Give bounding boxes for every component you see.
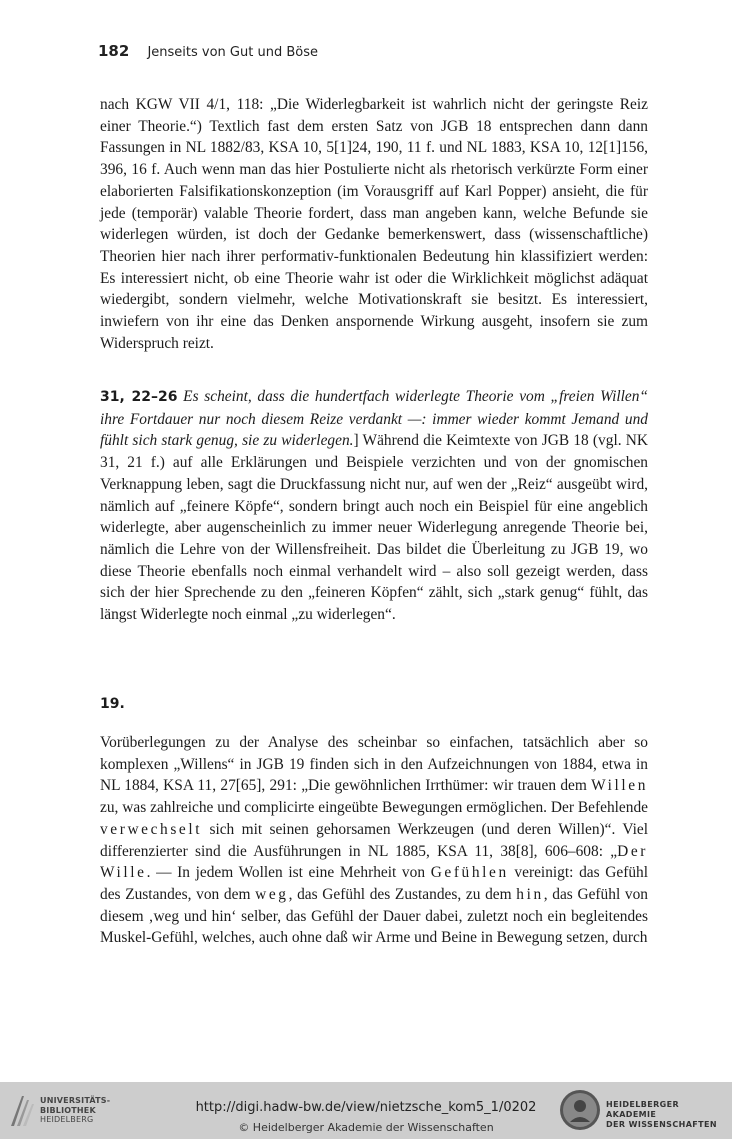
text-run: , das Gefühl des Zustandes, zu dem <box>288 885 517 903</box>
spaced-word: Der Wille <box>100 842 648 882</box>
library-line: HEIDELBERG <box>40 1115 94 1124</box>
text-run: sich mit seinen gehorsamen Werkzeugen (und deren Willen)“. Viel differenzierter sind die Ausführungen in NL 1885, KSA 11, 38[8], 606–608: „ <box>100 820 648 860</box>
academy-line: DER WISSENSCHAFTEN <box>606 1120 717 1129</box>
academy-logo[interactable] <box>558 1088 726 1132</box>
source-url-link[interactable]: http://digi.hadw-bw.de/view/nietzsche_kom5_1/0202 <box>195 1100 537 1115</box>
spaced-word: verwechselt <box>100 820 203 838</box>
commentary-entry <box>100 386 648 626</box>
section-heading: 19. <box>100 696 125 712</box>
spaced-word: weg <box>255 885 289 903</box>
page-number: 182 <box>98 42 130 60</box>
lemma-quote: Es scheint, dass die hundertfach widerlegte Theorie vom „freien Willen“ ihre Fortdauer nur noch diesem Reize verdankt —: immer wieder kommt Jemand und fühlt sich stark genug, sie zu widerlegen. <box>100 388 648 450</box>
paragraph-3 <box>100 732 648 949</box>
commentary-paragraph <box>100 386 648 626</box>
library-line: UNIVERSITÄTS- <box>40 1096 111 1105</box>
running-title: Jenseits von Gut und Böse <box>147 45 318 60</box>
spaced-word: Gefühlen <box>430 864 509 882</box>
footer-bar <box>0 1082 732 1139</box>
text-run: Vorüberlegungen zu der Analyse des scheinbar so einfachen, tatsächlich aber so komplexen „Willens“ in JGB 19 finden sich in den Aufzeichnungen von 1884, etwa in NL 1884, KSA 11, 27[65], 291: „Die gewöhnlichen Irrthümer: wir trauen dem <box>100 734 648 795</box>
text-run: zu, was zahlreiche und complicirte eingeübte Bewegungen ermöglichen. Der Befehlende <box>100 799 648 817</box>
text-run: , das Gefühl von diesem ‚weg und hin‘ selber, das Gefühl der Dauer dabei, zuletzt noch ein begleitendes Muskel-Gefühl, welches, auch ohne daß wir Arme und Beine in Bewegung setzen, durch <box>100 885 649 947</box>
spaced-word: hin <box>516 885 544 903</box>
page-header <box>98 42 652 66</box>
library-line: BIBLIOTHEK <box>40 1105 96 1115</box>
academy-line: HEIDELBERGER AKADEMIE <box>606 1100 680 1119</box>
paragraph-1-text: nach KGW VII 4/1, 118: „Die Widerlegbarkeit ist wahrlich nicht der geringste Reiz einer Theorie.“) Textlich fast dem ersten Satz von JGB 18 entsprechen dann dann Fassungen in NL 1882/83, KSA 10, 5[1]24, 190, 11 f. und NL 1883, KSA 10, 12[1]156, 396, 16 f. Auch wenn man das hier Postulierte nicht als rhetorisch verkürzte Form einer elaborierten Falsifikationskonzeption (im Vorausgriff auf Karl Popper) ansieht, die für jede (temporär) valable Theorie fordert, dass man angeben kann, welche Befunde sie widerlegen würden, ist doch der Gedanke bemerkenswert, dass (wissenschaftliche) Theorien hier nach ihrer performativ-funktionalen Bedeutung hin klassifiziert werden: Es interessiert nicht, ob eine Theorie wahr ist oder die Wirklichkeit möglichst adäquat wiedergibt, sondern vielmehr, welche Motivationskraft sie besitzt. Es interessiert, inwiefern von ihr eine das Denken anspornende Wirkung ausgeht, insofern sie zum Widerspruch reizt. <box>100 96 648 352</box>
commentary-text: ] Während die Keimtexte von JGB 18 (vgl. NK 31, 21 f.) auf alle Erklärungen und Beispiele verzichten und von der gnomischen Verknappung leben, sagt die Druckfassung nicht nur, auf wen der „Reiz“ ausgeübt wird, nämlich auf „feinere Köpfe“, sondern bringt auch noch ein Beispiel für eine angeblich widerlegte, aber augenscheinlich zu immer neuer Widerlegung anregende Theorie bei, nämlich die Lehre von der Willensfreiheit. Das bildet die Überleitung zu JGB 19, wo diese Theorie ebenfalls noch einmal verhandelt wird – also soll gezeigt werden, dass sich der hier Sprechende zu den „feineren Köpfen“ zählt, sich „stark genug“ fühlt, das längst Widerlegte noch einmal „zu widerlegen“. <box>100 432 648 624</box>
paragraph-3-text <box>100 732 648 949</box>
spaced-word: Willen <box>591 777 648 795</box>
text-run: . — In jedem Wollen ist eine Mehrheit von <box>146 864 431 882</box>
text-run: vereinigt: das Gefühl des Zustandes, von dem <box>100 864 648 903</box>
paragraph-1 <box>100 94 648 354</box>
academy-seal-icon <box>558 1088 602 1132</box>
line-reference: 31, 22–26 <box>100 389 178 405</box>
academy-logo-text <box>606 1100 726 1130</box>
copyright-notice: © Heidelberger Akademie der Wissenschaften <box>238 1121 494 1134</box>
